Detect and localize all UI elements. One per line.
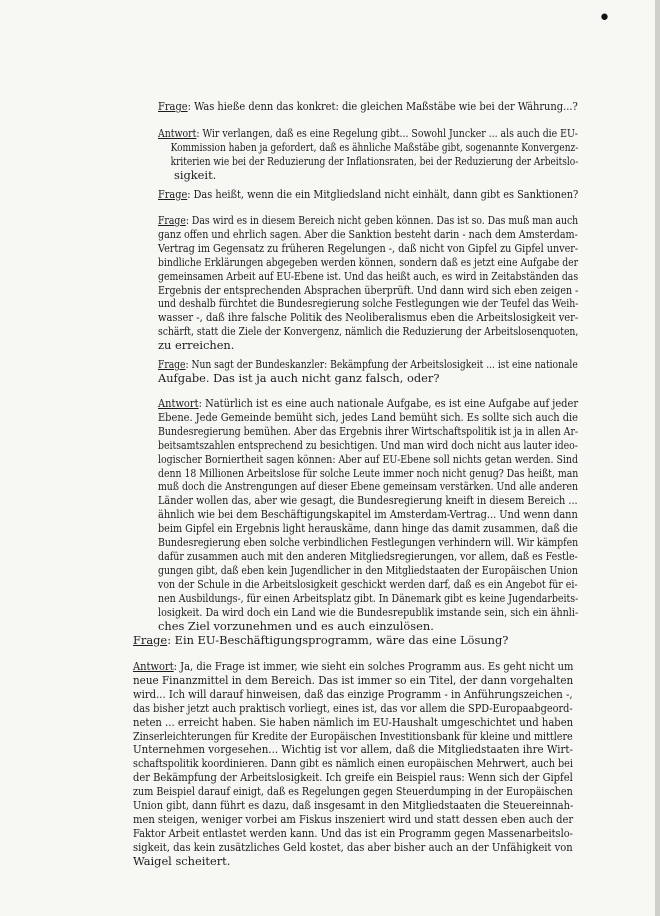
question-label: Frage [158,99,188,113]
paragraph-line: ches Ziel vorzunehmen und es auch einzulösen. [158,618,434,633]
paragraph-line: Antwort: Ja, die Frage ist immer, wie sieht ein solches Programm aus. Es geht nicht um [133,659,574,673]
paragraph-line: dafür zusammen auch mit den anderen Mitgliedsregierungen, vor allem, daß es Festle- [158,548,578,563]
paragraph-line: losigkeit. Da wird doch ein Land wie die Bundesrepublik imstande sein, sich ein ähnli- [158,604,579,619]
paragraph-line: Kommission haben ja gefordert, daß es ähnliche Maßstäbe gibt, sogenannte Konvergenz- [170,139,579,154]
paragraph-line: Frage: Das heißt, wenn die ein Mitgliedsland nicht einhält, dann gibt es Sanktionen? [158,187,579,201]
paragraph-line: der Bekämpfung der Arbeitslosigkeit. Ich greife ein Beispiel raus: Wenn sich der Gipfel [133,770,573,785]
question-paragraph [158,100,578,114]
answer-label: Antwort [158,126,197,140]
question-label: Frage [158,213,186,227]
answer-paragraph [158,214,578,353]
paragraph-line: Vertrag im Gegensatz zu früheren Regelungen -, daß nicht von Gipfel zu Gipfel unver- [158,240,579,255]
paragraph-line: Ebene. Jede Gemeinde bemüht sich, jedes Land bemüht sich. Es sollte sich auch die [158,409,578,424]
paragraph-line: und deshalb fürchtet die Bundesregierung solche Festlegungen wie der Teufel das Weih- [158,296,579,311]
margin-mark: • [598,6,611,31]
paragraph-line: Frage: Was hieße denn das konkret: die gleichen Maßstäbe wie bei der Währung...? [158,99,578,113]
paragraph-line: beim Gipfel ein Ergebnis light herauskäme, dann hinge das damit zusammen, daß die [158,521,578,536]
paragraph-line: neten ... erreicht haben. Sie haben nämlich im EU-Haushalt umgeschichtet und haben [133,714,574,729]
paragraph-line: Faktor Arbeit entlastet werden kann. Und das ist ein Programm gegen Massenarbeitslo- [133,825,573,840]
paragraph-line: schärft, statt die Ziele der Konvergenz, nämlich die Reduzierung der Arbeitslosenquoten, [158,324,579,339]
paragraph-line: kriterien wie bei der Reduzierung der Inflationsraten, bei der Reduzierung der Arbeitslo- [170,153,579,168]
paragraph-line: ganz offen und ehrlich sagen. Aber die Sanktion besteht darin - nach dem Amsterdam- [158,226,578,241]
paragraph-line: Union gibt, dann führt es dazu, daß insgesamt in den Mitgliedstaaten die Steuereinnah- [133,798,574,813]
paragraph-line: von der Schule in die Arbeitslosigkeit geschickt werden darf, daß es ein Angebot für ei- [158,576,578,591]
paragraph-line: das bisher jetzt auch praktisch vorliegt, eines ist, das vor allem die SPD-Europaabgeord- [133,700,573,715]
paragraph-line: sigkeit, das kein zusätzliches Geld kostet, das aber bisher auch an der Unfähigkeit von [133,839,573,854]
paragraph-line: bindliche Erklärungen abgegeben werden können, sondern daß es jetzt eine Aufgabe der [158,254,579,269]
paragraph-line: Unternehmen vorgesehen... Wichtig ist vor allem, daß die Mitgliedstaaten ihre Wirt- [133,742,573,757]
question-label: Frage [133,633,168,647]
paragraph-line: schaftspolitik koordinieren. Dann gibt es nämlich einen europäischen Mehrwert, auch bei [133,756,573,771]
paragraph-line: ähnlich wie bei dem Beschäftigungskapitel im Amsterdam-Vertrag... Und wenn dann [158,507,578,522]
answer-paragraph [158,127,578,183]
paragraph-line: beitsamtszahlen entsprechend zu besichtigen. Und man wird doch nicht aus lauter ideo- [158,437,578,452]
answer-label: Antwort [133,659,174,673]
question-paragraph [133,634,573,648]
answer-paragraph [158,397,578,633]
paragraph-line: wird... Ich will darauf hinweisen, daß das einzige Programm - in Anführungszeichen -, [133,686,573,701]
paragraph-line: gemeinsamen Arbeit auf EU-Ebene ist. Und das heißt auch, es wird in Zeitabständen das [158,268,579,283]
paragraph-line: neue Finanzmittel in dem Bereich. Das ist immer so ein Titel, der dann vorgehalten [133,672,574,687]
question-paragraph [158,188,578,202]
paragraph-line: Länder wollen das, aber wie gesagt, die Bundesregierung kneift in diesem Bereich ... [158,493,578,508]
paragraph-line: Zinserleichterungen für Kredite der Europäischen Investitionsbank für kleine und mittlere [133,728,573,743]
answer-label: Antwort [158,396,199,410]
paragraph-line: muß doch die Anstrengungen auf dieser Ebene gemeinsam verstärken. Und alle anderen [158,479,579,494]
question-label: Frage [158,187,188,201]
paragraph-line: nen Ausbildungs-, für einen Arbeitsplatz gibt. In Dänemark gibt es keine Jugendarbeits- [158,590,579,605]
paragraph-line: denn 18 Millionen Arbeitslose für solche Leute immer noch nicht genug? Das heißt, man [158,465,579,480]
paragraph-line: Ergebnis der entsprechenden Absprachen überprüft. Und dann wird sich eben zeigen - [158,282,579,297]
paragraph-line: Frage: Ein EU-Beschäftigungsprogramm, wäre das eine Lösung? [133,633,509,647]
paragraph-line: Antwort: Natürlich ist es eine auch nationale Aufgabe, es ist eine Aufgabe auf jeder [158,396,579,410]
paragraph-line: sigkeit. [174,167,217,182]
paragraph-line: Waigel scheitert. [133,853,231,868]
question-label: Frage [158,357,186,371]
paragraph-line: wasser -, daß ihre falsche Politik des Neoliberalismus eben die Arbeitslosigkeit ver- [158,310,579,325]
paragraph-line: men steigen, weniger vorbei am Fiskus inszeniert wird und statt dessen eben auch der [133,811,574,826]
paragraph-line: zum Beispiel darauf einigt, daß es Regelungen gegen Steuerdumping in der Europäischen [133,784,573,799]
paragraph-line: Aufgabe. Das ist ja auch nicht ganz falsch, oder? [158,370,440,385]
paragraph-line: Frage: Das wird es in diesem Bereich nicht geben können. Das ist so. Das muß man auch [158,213,579,227]
question-paragraph [158,358,578,386]
paragraph-line: Bundesregierung bemühen. Aber das Ergebnis ihrer Wirtschaftspolitik ist ja in allen Ar- [158,423,579,438]
paragraph-line: Antwort: Wir verlangen, daß es eine Regelung gibt... Sowohl Juncker ... als auch die EU- [158,126,578,140]
paragraph-line: Bundesregierung eben solche verbindlichen Festlegungen verhindern will. Wir kämpfen [158,535,579,550]
scan-edge [655,0,660,916]
answer-paragraph [133,660,573,869]
paragraph-line: Frage: Nun sagt der Bundeskanzler: Bekämpfung der Arbeitslosigkeit ... ist eine nationale [158,357,578,371]
paragraph-line: zu erreichen. [158,338,235,353]
paragraph-line: logischer Borniertheit sagen können: Aber auf EU-Ebene soll nichts getan werden. Sind [158,451,578,466]
paragraph-line: gungen gibt, daß eben kein Jugendlicher in den Mitgliedstaaten der Europäischen Union [158,562,578,577]
